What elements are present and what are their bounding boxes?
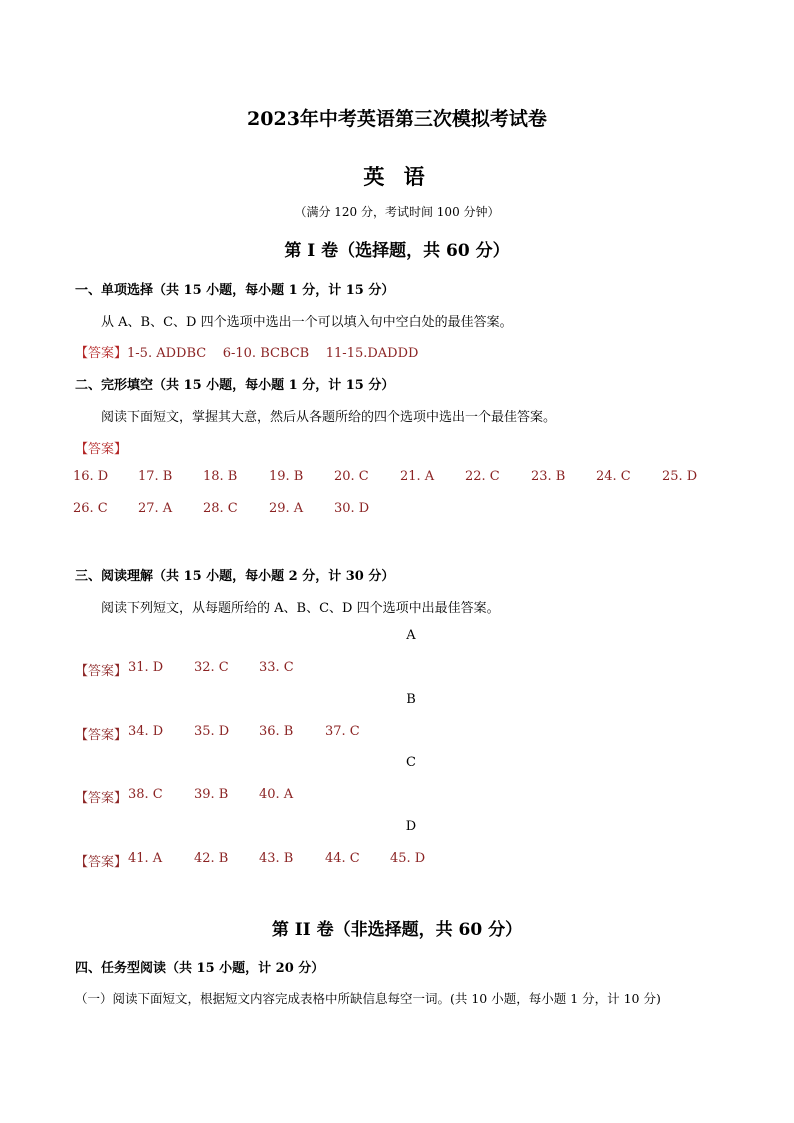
answer-item: 20. C [334, 469, 369, 484]
passage-label-a: A [406, 628, 416, 643]
answer-item: 18. B [203, 469, 238, 484]
volume-2-heading: 第 II 卷（非选择题，共 60 分） [271, 920, 523, 940]
section-4-sub-instruction: （一）阅读下面短文，根据短文内容完成表格中所缺信息每空一词。(共 10 小题，每小题 1 分，计 10 分) [75, 991, 661, 1006]
passage-d-answers [75, 851, 735, 869]
section-2-answer-tag: 【答案】 [75, 442, 128, 457]
answer-item: 21. A [400, 469, 435, 484]
answer-text: 1-5. ADDBC 6-10. BCBCB 11-15.DADDD [127, 346, 419, 361]
answer-tag: 【答案】 [75, 855, 128, 870]
subject-heading: 英 语 [363, 164, 431, 189]
passage-b-answers [75, 724, 735, 742]
answer-item: 44. C [325, 851, 360, 866]
answer-item: 28. C [203, 501, 238, 516]
answer-item: 22. C [465, 469, 500, 484]
section-2-heading: 二、完形填空（共 15 小题，每小题 1 分，计 15 分） [75, 378, 395, 393]
answer-item: 41. A [128, 851, 163, 866]
answer-item: 32. C [194, 660, 229, 675]
exam-note: （满分 120 分，考试时间 100 分钟） [294, 205, 500, 219]
volume-1-heading: 第 I 卷（选择题，共 60 分） [284, 241, 510, 261]
answer-item: 29. A [269, 501, 304, 516]
answer-item: 34. D [128, 724, 164, 739]
passage-c-answers [75, 787, 735, 805]
answer-item: 42. B [194, 851, 229, 866]
answer-tag: 【答案】 [75, 346, 128, 361]
answer-item: 37. C [325, 724, 360, 739]
answer-item: 38. C [128, 787, 163, 802]
answer-item: 33. C [259, 660, 294, 675]
answer-tag: 【答案】 [75, 728, 128, 743]
answer-tag: 【答案】 [75, 664, 128, 679]
answer-item: 17. B [138, 469, 173, 484]
answer-item: 43. B [259, 851, 294, 866]
section-3-instruction: 阅读下列短文，从每题所给的 A、B、C、D 四个选项中出最佳答案。 [101, 601, 500, 616]
passage-label-d: D [405, 819, 417, 834]
answer-item: 45. D [390, 851, 426, 866]
section-3-heading: 三、阅读理解（共 15 小题，每小题 2 分，计 30 分） [75, 569, 395, 584]
answer-item: 24. C [596, 469, 631, 484]
answer-item: 19. B [269, 469, 304, 484]
section-4-heading: 四、任务型阅读（共 15 小题，计 20 分） [75, 961, 325, 976]
answer-item: 16. D [73, 469, 109, 484]
answer-item: 36. B [259, 724, 294, 739]
answer-item: 39. B [194, 787, 229, 802]
answer-item: 26. C [73, 501, 108, 516]
answer-item: 40. A [259, 787, 294, 802]
answer-item: 23. B [531, 469, 566, 484]
section-2-answer-row-1 [75, 469, 735, 487]
section-2-instruction: 阅读下面短文，掌握其大意，然后从各题所给的四个选项中选出一个最佳答案。 [101, 410, 557, 425]
passage-label-b: B [406, 692, 416, 707]
section-1-instruction: 从 A、B、C、D 四个选项中选出一个可以填入句中空白处的最佳答案。 [101, 315, 513, 330]
answer-tag: 【答案】 [75, 791, 128, 806]
answer-item: 31. D [128, 660, 164, 675]
answer-item: 25. D [662, 469, 698, 484]
passage-a-answers [75, 660, 735, 678]
section-2-answer-row-2 [75, 501, 735, 519]
answer-item: 30. D [334, 501, 370, 516]
section-1-heading: 一、单项选择（共 15 小题，每小题 1 分，计 15 分） [75, 283, 395, 298]
passage-label-c: C [406, 755, 416, 770]
section-1-answer [75, 342, 418, 361]
page-title: 2023年中考英语第三次模拟考试卷 [247, 108, 547, 130]
answer-item: 35. D [194, 724, 230, 739]
answer-item: 27. A [138, 501, 173, 516]
